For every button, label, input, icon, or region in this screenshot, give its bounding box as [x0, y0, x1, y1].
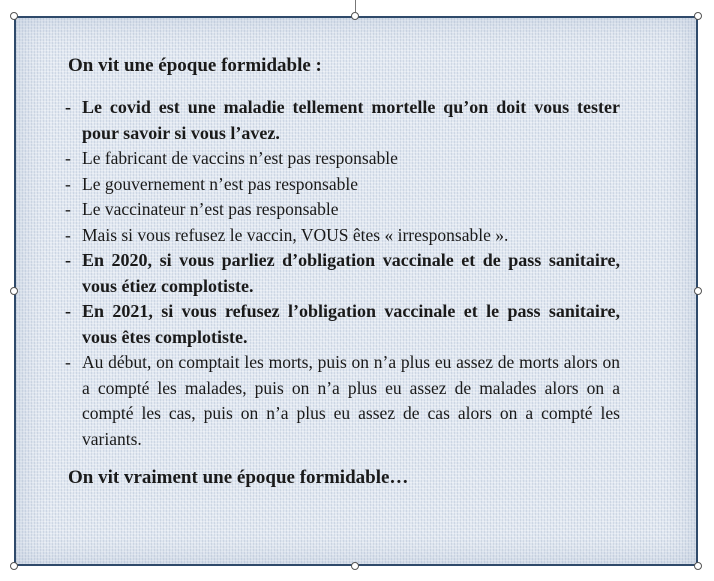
list-item-text: Le fabricant de vaccins n’est pas responsable: [82, 148, 398, 168]
dash-bullet: -: [65, 148, 71, 168]
dash-bullet: -: [65, 173, 71, 194]
text-box-content[interactable]: [65, 54, 620, 490]
list-item-text: Mais si vous refusez le vaccin, VOUS êtes « irresponsable ».: [82, 224, 509, 245]
list-item-text: En 2021, si vous refusez l’obligation vaccinale et le pass sanitaire, vous êtes complotiste.: [82, 301, 620, 347]
resize-handle-top-right[interactable]: [694, 12, 702, 20]
dash-bullet: -: [65, 199, 71, 219]
list-item: [65, 95, 620, 146]
list-item: [65, 223, 620, 249]
resize-handle-bottom[interactable]: [351, 562, 359, 570]
resize-handle-top[interactable]: [351, 12, 359, 20]
dash-bullet: -: [65, 224, 71, 245]
dash-bullet: -: [65, 250, 71, 270]
list-item: [65, 197, 620, 223]
list-item-text: Le vaccinateur n’est pas responsable: [82, 199, 339, 219]
list-item-text: Le covid est une maladie tellement mortelle qu’on doit vous tester pour savoir si vous l’avez.: [82, 97, 620, 143]
resize-handle-right[interactable]: [694, 287, 702, 295]
list-item: [65, 299, 620, 350]
resize-handle-bottom-left[interactable]: [10, 562, 18, 570]
list-item: [65, 248, 620, 299]
dash-bullet: -: [65, 97, 71, 117]
list-item-text: Au début, on comptait les morts, puis on n’a plus eu assez de morts alors on a compté les malades, puis on n’a plus eu assez de malades alors on a compté les cas, puis on n’a plus eu assez de cas alors on a compté les variants.: [82, 352, 620, 449]
rotation-handle-line: [355, 0, 356, 12]
list-item: [65, 172, 620, 198]
dash-bullet: -: [65, 301, 71, 321]
list-item-text: Le gouvernement n’est pas responsable: [82, 173, 359, 194]
text-box-title: On vit une époque formidable :: [68, 55, 322, 76]
resize-handle-bottom-right[interactable]: [694, 562, 702, 570]
list-item-text: En 2020, si vous parliez d’obligation vaccinale et de pass sanitaire, vous étiez complotiste.: [82, 250, 620, 296]
list-item: [65, 350, 620, 452]
resize-handle-left[interactable]: [10, 287, 18, 295]
resize-handle-top-left[interactable]: [10, 12, 18, 20]
text-box-closing: On vit vraiment une époque formidable…: [68, 467, 409, 488]
list-item: [65, 146, 620, 172]
bullet-list: [65, 95, 620, 452]
dash-bullet: -: [65, 352, 71, 372]
